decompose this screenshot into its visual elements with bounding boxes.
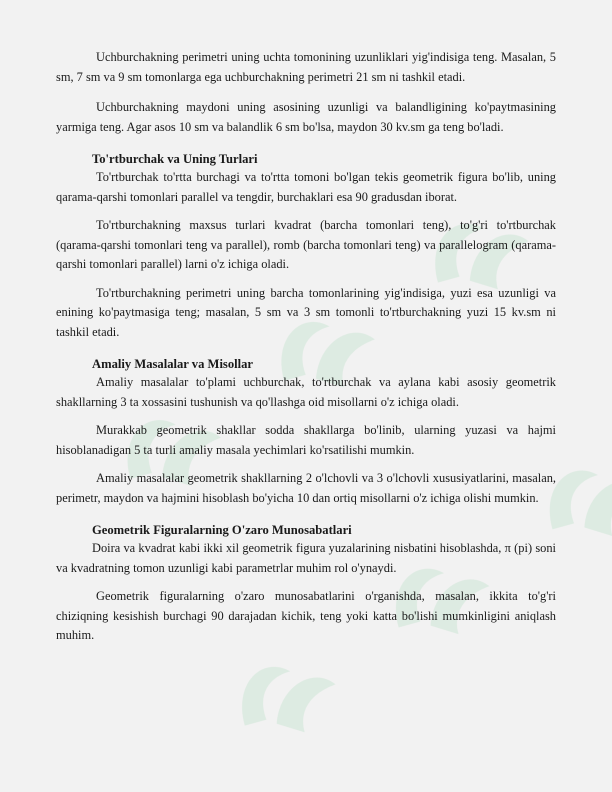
paragraph-quadrilateral-definition: To'rtburchak to'rtta burchagi va to'rtta tomoni bo'lgan tekis geometrik figura bo'lib, uning qarama-qarshi tomonlari parallel va tengdir, burchaklari esa 90 gradusdan iborat. xyxy=(56,170,556,204)
paragraph-line-intersection: Geometrik figuralarning o'zaro munosabatlarini o'rganishda, masalan, ikkita to'g'ri chiziqning kesishish burchagi 90 darajadan kichik, teng yoki katta bo'lishi mumkinligini aniqlash muhim. xyxy=(56,589,556,642)
paragraph-quadrilateral-special-types: To'rtburchakning maxsus turlari kvadrat (barcha tomonlari teng), to'g'ri to'rtburchak (qarama-qarshi tomonlari teng va parallel), romb (barcha tomonlari teng) va parallelogram (qarama-qarshi tomonlari parallel) larni o'z ichiga oladi. xyxy=(56,218,556,271)
heading-figure-relations: Geometrik Figuralarning O'zaro Munosabatlari xyxy=(92,523,352,537)
document-body xyxy=(56,48,556,646)
paragraph-practical-set: Amaliy masalalar to'plami uchburchak, to'rtburchak va aylana kabi asosiy geometrik shakllarning 3 ta xossasini tushunish va qo'llashga oid misollarni o'z ichiga oladi. xyxy=(56,375,556,409)
paragraph-circle-square-ratio: Doira va kvadrat kabi ikki xil geometrik figura yuzalarining nisbatini hisoblashda, π (pi) soni va kvadratning tomon uzunligi kabi parametrlar muhim rol o'ynaydi. xyxy=(56,541,556,575)
paragraph-triangle-area: Uchburchakning maydoni uning asosining uzunligi va balandligining ko'paytmasining yarmiga teng. Agar asos 10 sm va balandlik 6 sm bo'lsa, maydon 30 kv.sm ga teng bo'ladi. xyxy=(56,100,556,134)
paragraph-complex-shapes: Murakkab geometrik shakllar sodda shakllarga bo'linib, ularning yuzasi va hajmi hisoblanadigan 5 ta turli amaliy masala yechimlari ko'rsatilishi mumkin. xyxy=(56,423,556,457)
heading-quadrilateral-types: To'rtburchak va Uning Turlari xyxy=(92,152,258,166)
heading-practical-problems: Amaliy Masalalar va Misollar xyxy=(92,357,254,371)
paragraph-triangle-perimeter: Uchburchakning perimetri uning uchta tomonining uzunliklari yig'indisiga teng. Masalan, 5 sm, 7 sm va 9 sm tomonlarga ega uchburchakning perimetri 21 sm ni tashkil etadi. xyxy=(56,50,556,84)
paragraph-quadrilateral-perimeter: To'rtburchakning perimetri uning barcha tomonlarining yig'indisiga, yuzi esa uzunligi va enining ko'paytmasiga teng; masalan, 5 sm va 3 sm tomonli to'rtburchakning yuzi 15 kv.sm ni tashkil etadi. xyxy=(56,285,556,339)
paragraph-dimensional-problems: Amaliy masalalar geometrik shakllarning 2 o'lchovli va 3 o'lchovli xususiyatlarini, masalan, perimetr, maydon va hajmini hisoblash bo'yicha 10 dan ortiq misollarni o'z ichiga olishi mumkin. xyxy=(56,471,556,505)
